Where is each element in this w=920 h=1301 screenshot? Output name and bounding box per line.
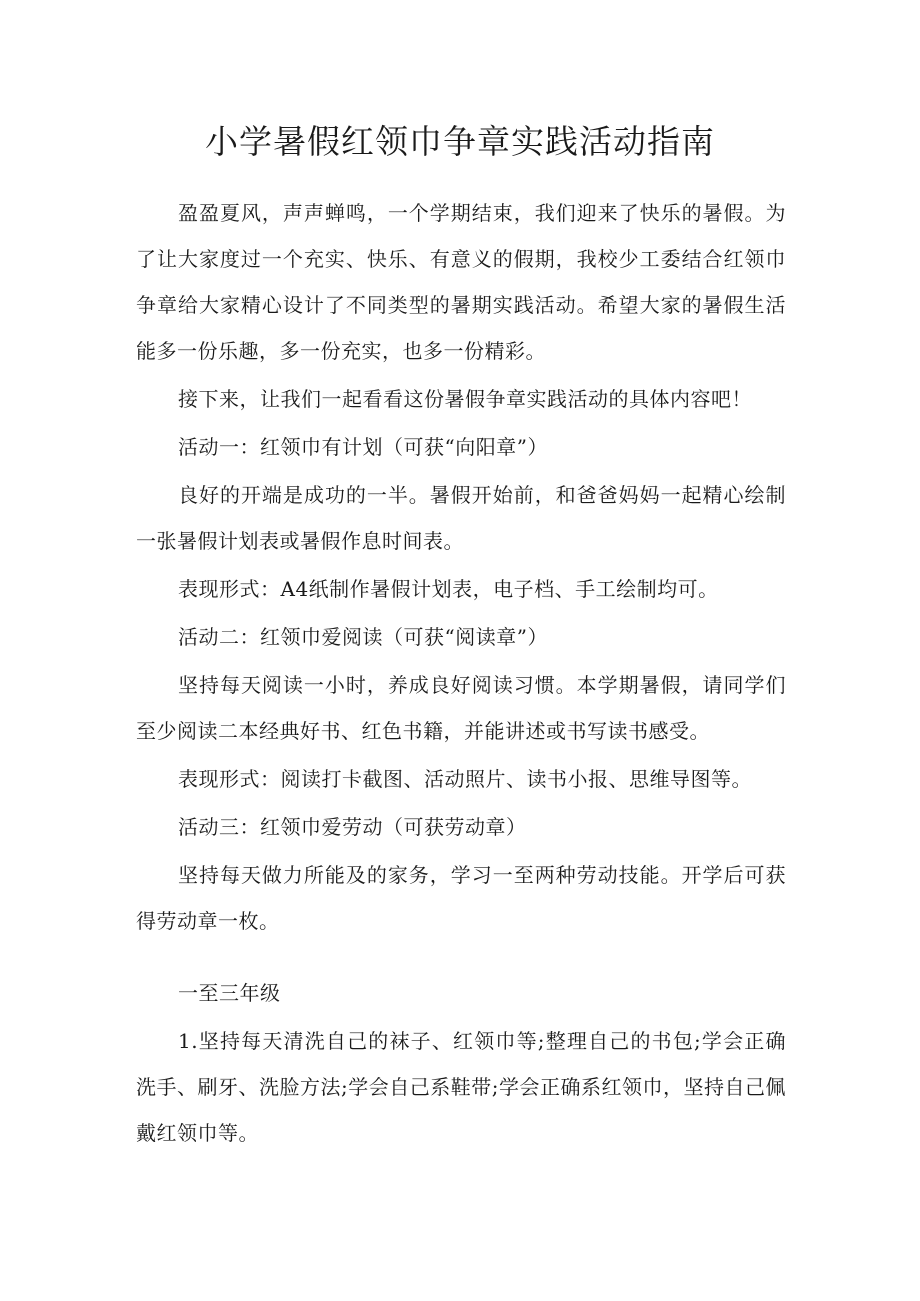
lead-in-paragraph: 接下来，让我们一起看看这份暑假争章实践活动的具体内容吧！	[178, 387, 752, 411]
activity-three-description: 坚持每天做力所能及的家务，学习一至两种劳动技能。开学后可获得劳动章一枚。	[136, 863, 786, 933]
activity-two-description: 坚持每天阅读一小时，养成良好阅读习惯。本学期暑假，请同学们至少阅读二本经典好书、红色书籍，并能讲述或书写读书感受。	[136, 673, 786, 743]
grade-group-item-1: 1.坚持每天清洗自己的袜子、红领巾等;整理自己的书包;学会正确洗手、刷牙、洗脸方法;学会自己系鞋带;学会正确系红领巾，坚持自己佩戴红领巾等。	[136, 1029, 786, 1145]
document-title: 小学暑假红领巾争章实践活动指南	[205, 122, 715, 161]
grade-group-heading: 一至三年级	[178, 981, 281, 1005]
activity-one-description: 良好的开端是成功的一半。暑假开始前，和爸爸妈妈一起精心绘制一张暑假计划表或暑假作息时间表。	[136, 483, 786, 553]
activity-three-heading: 活动三：红领巾爱劳动（可获劳动章）	[178, 815, 527, 839]
activity-two-heading: 活动二：红领巾爱阅读（可获“阅读章”）	[178, 625, 548, 649]
activity-one-format: 表现形式：A4纸制作暑假计划表，电子档、手工绘制均可。	[178, 577, 719, 601]
intro-paragraph: 盈盈夏风，声声蝉鸣，一个学期结束，我们迎来了快乐的暑假。为了让大家度过一个充实、快乐、有意义的假期，我校少工委结合红领巾争章给大家精心设计了不同类型的暑期实践活动。希望大家的暑假生活能多一份乐趣，多一份充实，也多一份精彩。	[136, 201, 786, 363]
document-body	[136, 190, 786, 1156]
activity-two-format: 表现形式：阅读打卡截图、活动照片、读书小报、思维导图等。	[178, 767, 752, 791]
activity-one-heading: 活动一：红领巾有计划（可获“向阳章”）	[178, 435, 548, 459]
